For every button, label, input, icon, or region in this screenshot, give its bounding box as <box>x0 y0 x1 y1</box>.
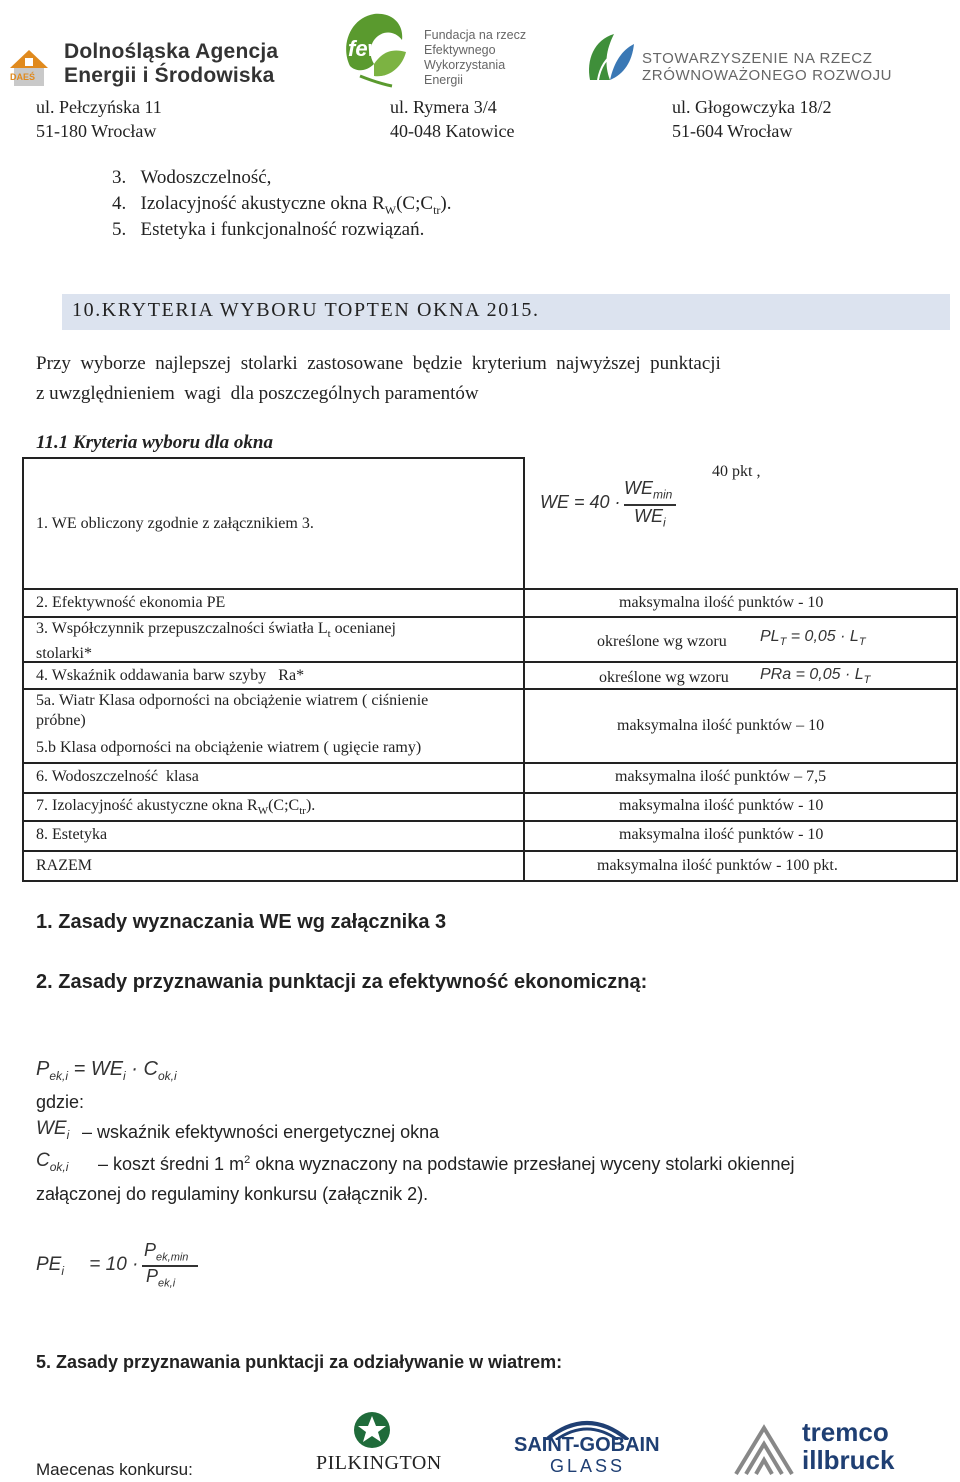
daes-mark-icon <box>6 44 52 90</box>
we-description: – wskaźnik efektywności energetycznej okna <box>82 1122 440 1142</box>
rule-heading-5: 5. Zasady przyznawania punktacji za odziaływanie w wiatrem: <box>36 1352 563 1372</box>
tremco-mark-icon <box>732 1424 796 1476</box>
pilkington-mark-icon <box>352 1410 392 1450</box>
table-row-6-value: maksymalna ilość punktów – 7,5 <box>615 768 827 785</box>
rule-heading-2: 2. Zasady przyznawania punktacji za efektywność ekonomiczną: <box>36 971 648 993</box>
pe-formula: $PE_i$ = 10 · $P_{ek,min}$ $P_{ek,i}$ <box>36 1244 236 1294</box>
tremco-illbruck-logo <box>732 1418 912 1480</box>
table-row-2-label: 2. Efektywność ekonomia PE <box>36 594 226 611</box>
table-row-4-label: 4. Wskaźnik oddawania barw szyby Ra* <box>36 667 305 684</box>
intro-line-1: Przy wyborze najlepszej stolarki zastosowane będzie kryterium najwyższej punktacji <box>36 353 721 374</box>
daes-name <box>64 40 278 88</box>
tremco-text: tremco <box>802 1417 889 1447</box>
list-item: 5. Estetyka i funkcjonalność rozwiązań. <box>112 219 425 240</box>
sponsors-label: Maecenas konkursu: <box>36 1460 193 1479</box>
pra-formula: PRa = $0,05 \cdot L_T$ <box>760 666 871 687</box>
pilkington-text: PILKINGTON <box>316 1452 442 1474</box>
few-name <box>424 28 526 88</box>
rule-heading-1: 1. Zasady wyznaczania WE wg załącznika 3 <box>36 911 447 933</box>
pl-formula: $PL_T = 0,05 \cdot L_T$ <box>760 628 866 649</box>
szrr-line1: STOWARZYSZENIE NA RZECZ <box>642 50 873 67</box>
table-row-3-value: określone wg wzoru <box>597 633 727 650</box>
list-item: 4. Izolacyjność akustyczne okna $R_W(C;C_{tr})$. <box>112 193 452 217</box>
table-row-5b-label: 5.b Klasa odporności na obciążenie wiatrem ( ugięcie ramy) <box>36 739 422 756</box>
we-formula: WE = 40 · $WE_{min}$ $WE_i$ <box>540 478 700 532</box>
szrr-logo <box>584 30 904 86</box>
address-city: 40-048 Katowice <box>390 121 515 141</box>
daes-line1: Dolnośląska Agencja <box>64 40 279 63</box>
table-row-8-label: 8. Estetyka <box>36 826 108 843</box>
szrr-mark-icon <box>584 30 636 86</box>
address-city: 51-180 Wrocław <box>36 121 157 141</box>
list-item: 3. Wodoszczelność, <box>112 167 272 188</box>
table-row-7-value: maksymalna ilość punktów - 10 <box>619 797 824 814</box>
table-row-2-value: maksymalna ilość punktów - 10 <box>619 594 824 611</box>
address-street: ul. Pełczyńska 11 <box>36 97 162 117</box>
cok-symbol: $C_{ok,i}$ <box>36 1150 69 1174</box>
table-row-total-value: maksymalna ilość punktów - 100 pkt. <box>597 857 838 874</box>
few-line1: Fundacja na rzecz <box>424 28 527 42</box>
table-row-1-points: 40 pkt , <box>712 463 761 480</box>
intro-line-2: z uwzględnieniem wagi dla poszczególnych paramentów <box>36 383 479 404</box>
saint-gobain-text: SAINT-GOBAIN <box>514 1434 660 1456</box>
pek-formula: $P_{ek,i} = WE_i \cdot C_{ok,i}$ <box>36 1058 177 1083</box>
gdzie-label: gdzie: <box>36 1092 85 1112</box>
few-line2: Efektywnego <box>424 43 496 57</box>
table-row-total-label: RAZEM <box>36 857 92 874</box>
cok-description: – koszt średni 1 $m^2$ okna wyznaczony na podstawie przesłanej wyceny stolarki okiennej <box>98 1154 795 1174</box>
table-row-3-label: 3. Współczynnik przepuszczalności światła $L_t$ ocenianej stolarki* <box>36 620 396 663</box>
section-title: 10.KRYTERIA WYBORU TOPTEN OKNA 2015. <box>72 299 540 321</box>
daes-line2: Energii i Środowiska <box>64 64 275 87</box>
address-street: ul. Głogowczyka 18/2 <box>672 97 832 117</box>
szrr-name <box>642 50 892 84</box>
address-katowice <box>390 95 514 143</box>
address-street: ul. Rymera 3/4 <box>390 97 497 117</box>
daes-mark-text: DAEŚ <box>10 72 36 82</box>
we-symbol: $WE_i$ <box>36 1118 70 1142</box>
table-row-6-label: 6. Wodoszczelność klasa <box>36 768 199 785</box>
daes-logo <box>6 34 296 92</box>
few-logo <box>330 6 560 92</box>
subheading: 11.1 Kryteria wyboru dla okna <box>36 432 273 453</box>
few-line3: Wykorzystania <box>424 58 506 72</box>
address-city: 51-604 Wrocław <box>672 121 793 141</box>
table-row-5-value: maksymalna ilość punktów – 10 <box>617 717 825 734</box>
table-row-4-value: określone wg wzoru <box>599 669 729 686</box>
cok-description-cont: załączonej do regulaminy konkursu (załącznik 2). <box>36 1184 429 1204</box>
table-row-7-label: 7. Izolacyjność akustyczne okna $R_W(C;C_{tr})$. <box>36 797 316 818</box>
pilkington-logo <box>316 1410 442 1476</box>
address-wroclaw-2 <box>672 95 831 143</box>
few-line4: Energii <box>424 73 463 87</box>
table-row-8-value: maksymalna ilość punktów - 10 <box>619 826 824 843</box>
szrr-line2: ZRÓWNOWAŻONEGO ROZWOJU <box>642 67 893 84</box>
table-row-1-label: 1. WE obliczony zgodnie z załącznikiem 3. <box>36 515 314 532</box>
saint-gobain-glass-text: GLASS <box>550 1456 626 1476</box>
few-mark-text: few <box>348 36 385 61</box>
saint-gobain-logo <box>512 1412 662 1480</box>
illbruck-text: illbruck <box>802 1445 895 1475</box>
address-wroclaw-1 <box>36 95 162 143</box>
table-row-5a-label: 5a. Wiatr Klasa odporności na obciążenie wiatrem ( ciśnienie próbne) <box>36 692 429 729</box>
